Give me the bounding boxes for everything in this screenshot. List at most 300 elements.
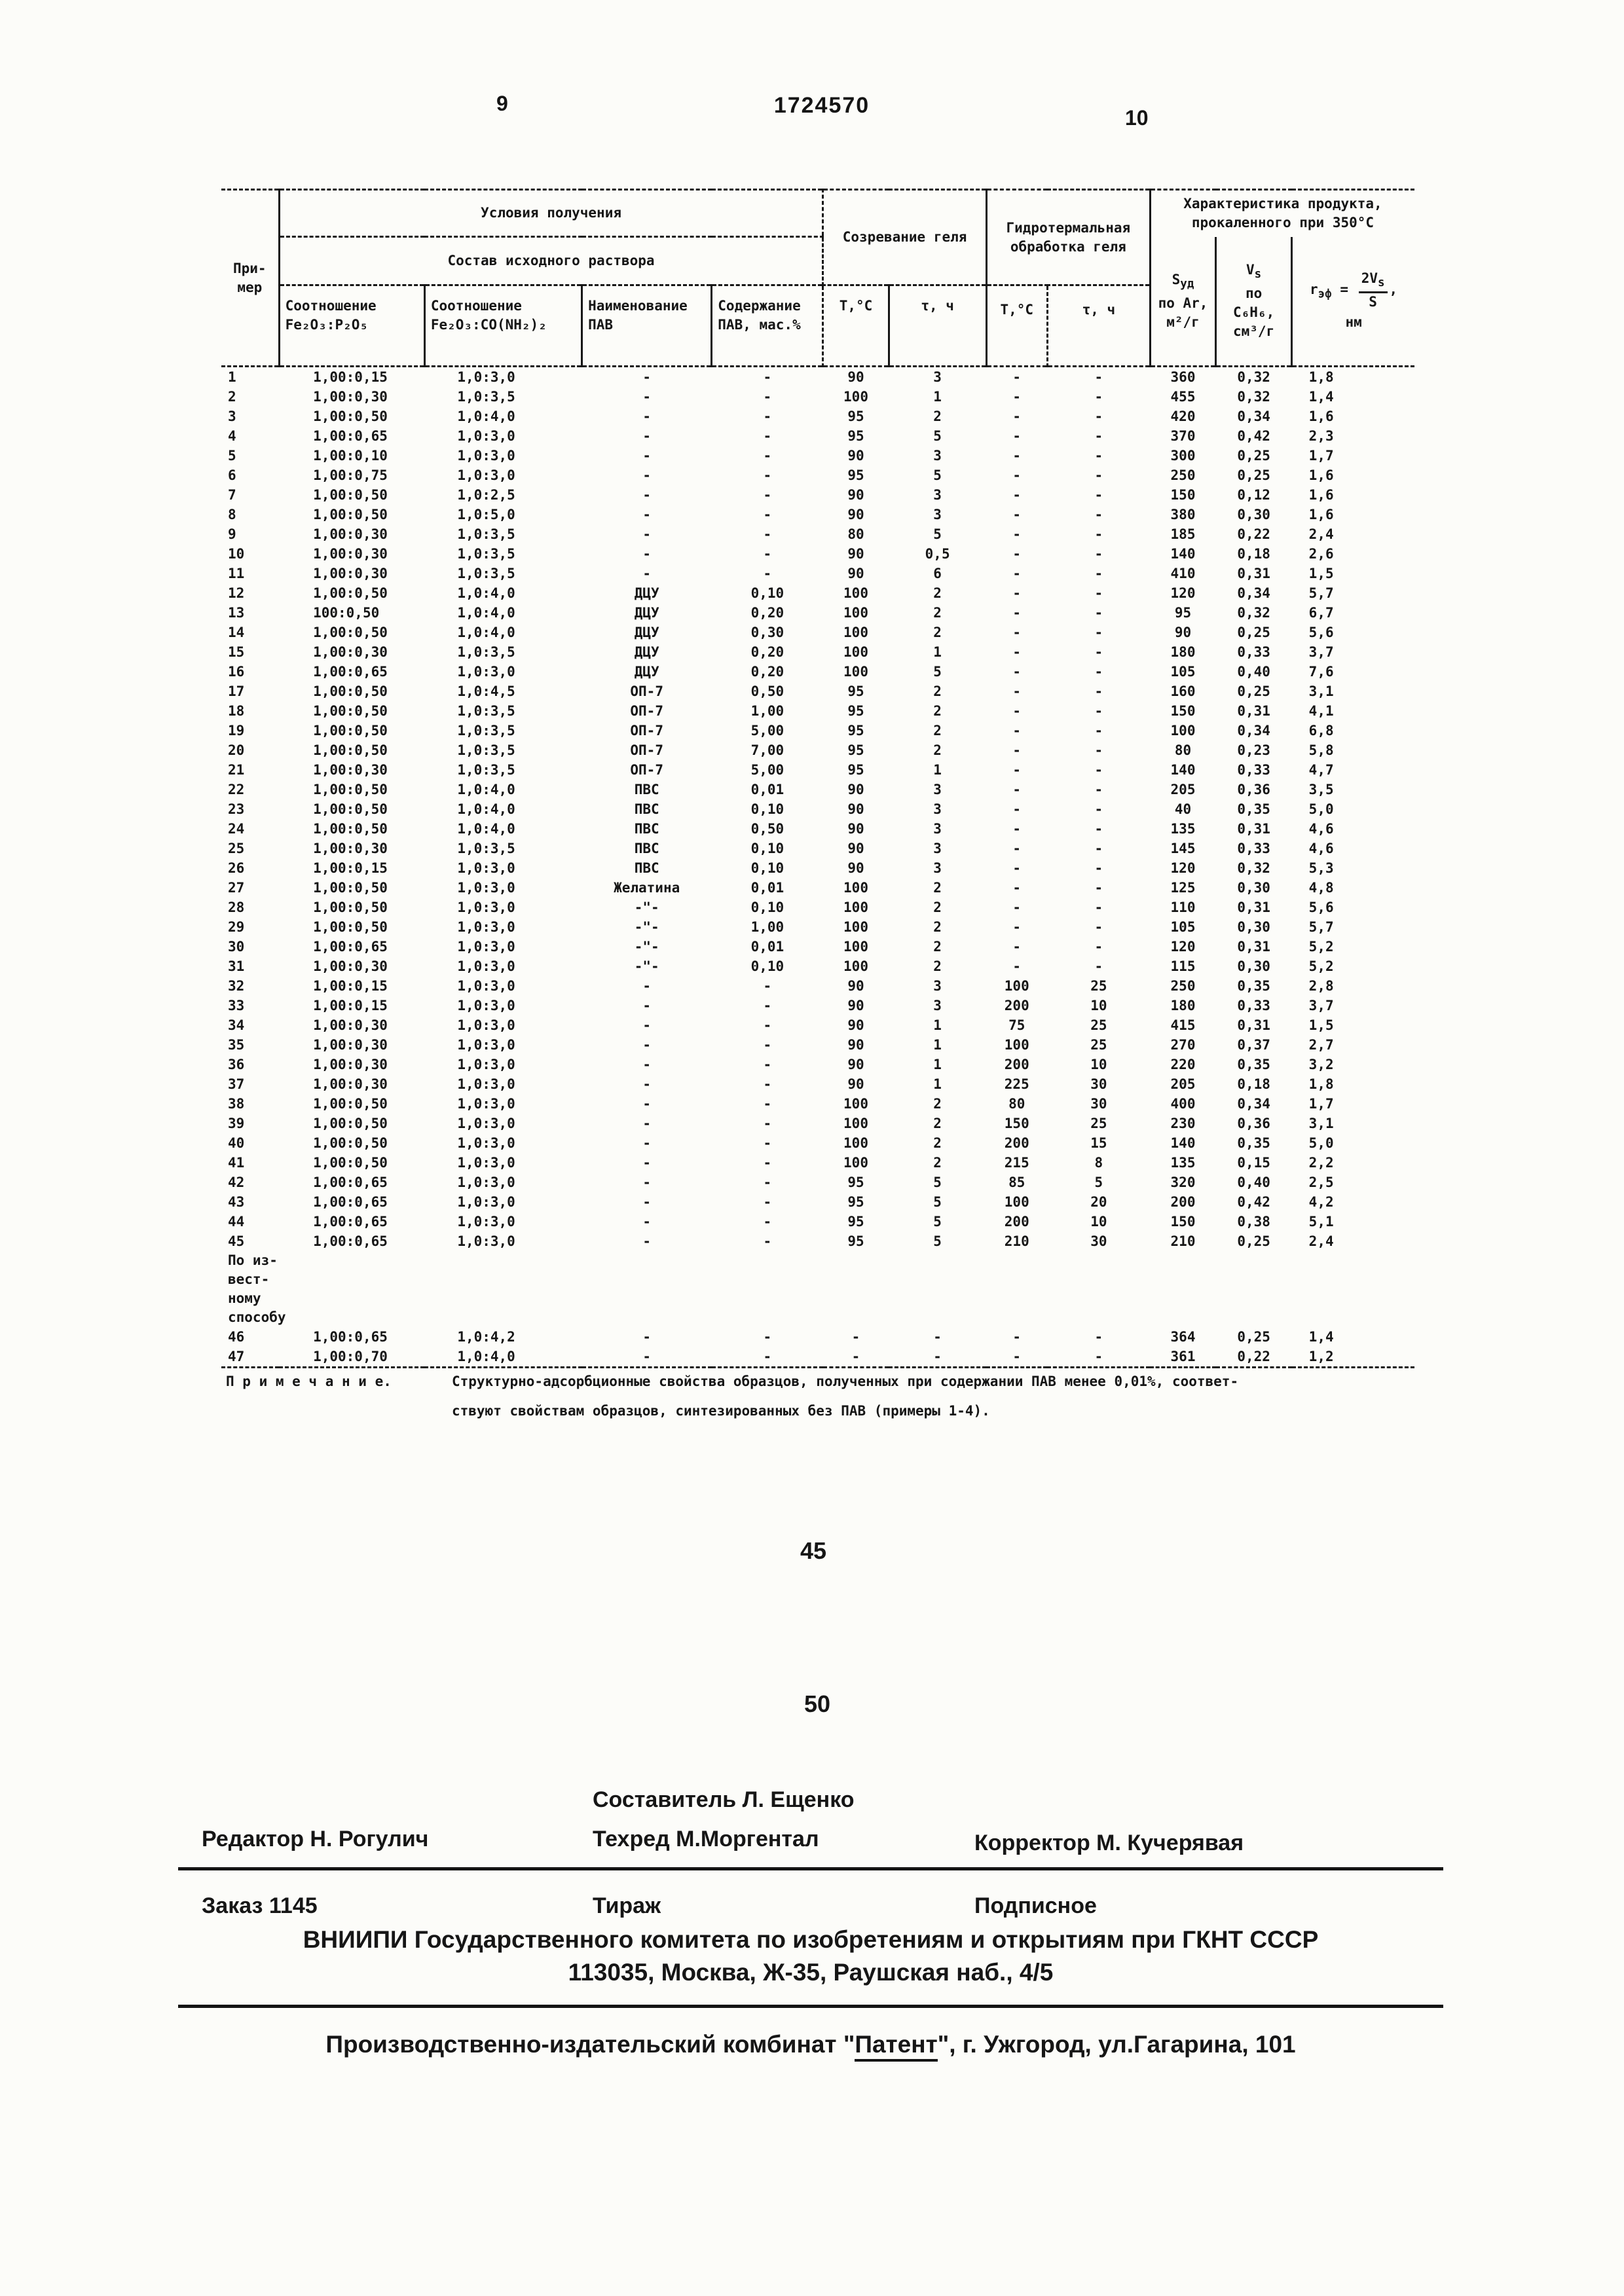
table-cell: - xyxy=(642,1017,651,1033)
table-cell: 1,00:0,30 xyxy=(313,388,388,405)
table-cell: - xyxy=(1012,486,1022,503)
table-cell: 90 xyxy=(847,820,864,837)
table-cell: - xyxy=(1012,820,1022,837)
table-cell: - xyxy=(642,1135,651,1151)
table-cell: 16 xyxy=(228,663,245,680)
table-cell: 90 xyxy=(847,840,864,856)
table-cell: 1,00:0,65 xyxy=(313,428,388,444)
table-cell: 1,00:0,65 xyxy=(313,1213,388,1230)
table-cell: 1,0:4,0 xyxy=(457,801,515,817)
table-cell: 27 xyxy=(228,879,245,896)
table-cell: 0,31 xyxy=(1237,938,1270,955)
table-cell: - xyxy=(1094,565,1103,581)
table-cell: 28 xyxy=(228,899,245,915)
table-cell xyxy=(424,1251,581,1327)
table-cell: 0,22 xyxy=(1237,1348,1270,1364)
table-cell: 100 xyxy=(843,919,868,935)
patent-number: 1724570 xyxy=(773,93,870,118)
table-cell: 120 xyxy=(1170,860,1196,876)
header-ratio-fe-co: Соотношение Fе₂O₃:CO(NH₂)₂ xyxy=(424,285,581,367)
table-cell: 1 xyxy=(933,1036,942,1053)
table-row xyxy=(221,957,1414,976)
table-cell: 1,00:0,15 xyxy=(313,369,388,385)
table-cell: 95 xyxy=(847,408,864,424)
table-cell: 1,0:3,0 xyxy=(457,938,515,955)
table-cell: 1,0:3,5 xyxy=(457,526,515,542)
table-row xyxy=(221,1133,1414,1153)
table-cell: 0,35 xyxy=(1237,801,1270,817)
table-cell: - xyxy=(1012,428,1022,444)
table-cell: 26 xyxy=(228,860,245,876)
table-cell: 90 xyxy=(847,1036,864,1053)
table-row xyxy=(221,858,1414,878)
table-cell: - xyxy=(642,486,651,503)
table-cell: 5,6 xyxy=(1308,899,1334,915)
table-cell: - xyxy=(1012,1348,1022,1364)
table-cell: - xyxy=(1012,388,1022,405)
page-number-left: 9 xyxy=(496,92,508,115)
table-cell: 100 xyxy=(1004,1194,1029,1210)
table-row xyxy=(221,603,1414,623)
table-cell: ДЦУ xyxy=(634,644,659,660)
table-cell: - xyxy=(1012,1328,1022,1345)
table-cell: - xyxy=(763,1174,772,1190)
table-cell: 100 xyxy=(843,1095,868,1112)
table-row xyxy=(221,642,1414,662)
table-cell: 380 xyxy=(1170,506,1196,522)
line-marker-45: 45 xyxy=(800,1537,827,1564)
table-row xyxy=(221,1055,1414,1074)
table-cell: 1,00:0,50 xyxy=(313,899,388,915)
table-cell: - xyxy=(1094,408,1103,424)
table-cell: 0,33 xyxy=(1237,840,1270,856)
table-cell: 33 xyxy=(228,997,245,1013)
table-cell: ОП-7 xyxy=(630,702,663,719)
table-row xyxy=(221,564,1414,583)
table-cell: 1,00:0,75 xyxy=(313,467,388,483)
table-cell: 0,25 xyxy=(1237,467,1270,483)
table-cell: 4,8 xyxy=(1308,879,1334,896)
table-cell: 0,25 xyxy=(1237,683,1270,699)
table-cell: - xyxy=(763,1036,772,1053)
table-cell: 47 xyxy=(228,1348,245,1364)
table-cell: 5 xyxy=(933,663,942,680)
table-cell xyxy=(1216,1251,1292,1327)
table-cell: 125 xyxy=(1170,879,1196,896)
table-cell: 1,0:3,5 xyxy=(457,388,515,405)
table-cell: - xyxy=(1012,761,1022,778)
table-row xyxy=(221,387,1414,407)
table-cell: 90 xyxy=(847,565,864,581)
table-cell: 42 xyxy=(228,1174,245,1190)
table-cell: - xyxy=(1012,938,1022,955)
table-cell: 90 xyxy=(847,860,864,876)
table-cell: ОП-7 xyxy=(630,722,663,738)
table-cell: 95 xyxy=(1174,604,1192,621)
table-cell: 160 xyxy=(1170,683,1196,699)
table-cell: - xyxy=(642,1213,651,1230)
table-cell: 5 xyxy=(933,1233,942,1249)
table-row xyxy=(221,740,1414,760)
table-cell: 150 xyxy=(1170,486,1196,503)
table-cell: 105 xyxy=(1170,919,1196,935)
table-cell: - xyxy=(1094,388,1103,405)
table-cell xyxy=(712,1251,823,1327)
table-cell: ПВС xyxy=(634,801,659,817)
table-cell: 5 xyxy=(933,1174,942,1190)
table-cell: 36 xyxy=(228,1056,245,1072)
table-cell: 40 xyxy=(1174,801,1192,817)
table-cell: 210 xyxy=(1004,1233,1029,1249)
table-row xyxy=(221,407,1414,426)
header-composition: Состав исходного раствора xyxy=(279,237,823,285)
table-cell: 415 xyxy=(1170,1017,1196,1033)
table-cell: 85 xyxy=(1008,1174,1025,1190)
table-cell: - xyxy=(1094,801,1103,817)
table-row xyxy=(221,1212,1414,1231)
table-cell: - xyxy=(1094,840,1103,856)
table-cell: 0,36 xyxy=(1237,1115,1270,1131)
table-cell: 30 xyxy=(1090,1233,1107,1249)
table-cell: 100 xyxy=(843,938,868,955)
table-cell: - xyxy=(763,526,772,542)
table-cell: 200 xyxy=(1004,1056,1029,1072)
r-symbol: r xyxy=(1309,282,1318,298)
table-cell: 1,00:0,30 xyxy=(313,545,388,562)
table-cell: 0,34 xyxy=(1237,1095,1270,1112)
table-cell: - xyxy=(642,1036,651,1053)
table-cell: 5,2 xyxy=(1308,938,1334,955)
table-cell: 145 xyxy=(1170,840,1196,856)
table-cell: 12 xyxy=(228,585,245,601)
table-cell: 5 xyxy=(933,467,942,483)
r-units: нм xyxy=(1345,314,1362,331)
table-cell: 0,35 xyxy=(1237,977,1270,994)
table-cell: - xyxy=(1012,585,1022,601)
table-cell: 95 xyxy=(847,1194,864,1210)
table-cell: 30 xyxy=(1090,1076,1107,1092)
table-cell: 455 xyxy=(1170,388,1196,405)
table-cell: - xyxy=(763,408,772,424)
table-cell: - xyxy=(763,565,772,581)
table-cell: 95 xyxy=(847,702,864,719)
table-cell: 1,0:4,0 xyxy=(457,624,515,640)
footer-vniipii: ВНИИПИ Государственного комитета по изобретениям и открытиям при ГКНТ СССР xyxy=(303,1926,1319,1953)
table-cell: 150 xyxy=(1004,1115,1029,1131)
table-cell: - xyxy=(1094,958,1103,974)
header-conditions: Условия получения xyxy=(279,190,823,237)
table-cell: - xyxy=(1012,565,1022,581)
table-cell: Желатина xyxy=(614,879,680,896)
table-cell: 140 xyxy=(1170,545,1196,562)
table-cell: - xyxy=(1094,742,1103,758)
table-cell: - xyxy=(763,1076,772,1092)
table-cell: 120 xyxy=(1170,585,1196,601)
table-cell: 140 xyxy=(1170,761,1196,778)
table-cell: 0,35 xyxy=(1237,1056,1270,1072)
table-cell: 1,0:5,0 xyxy=(457,506,515,522)
table-cell: 5 xyxy=(933,428,942,444)
table-cell: - xyxy=(1012,624,1022,640)
table-cell: 230 xyxy=(1170,1115,1196,1131)
table-row xyxy=(221,1074,1414,1094)
table-row xyxy=(221,878,1414,898)
table-cell: - xyxy=(763,1328,772,1345)
header-ripening-temp: Т,°С xyxy=(823,285,889,367)
table-cell: 1,6 xyxy=(1308,408,1334,424)
table-cell: 2 xyxy=(933,624,942,640)
table-cell: 0,01 xyxy=(750,781,784,797)
table-cell: 1,0:4,0 xyxy=(457,1348,515,1364)
table-cell: 300 xyxy=(1170,447,1196,464)
table-cell: 3 xyxy=(933,860,942,876)
table-cell: 0,15 xyxy=(1237,1154,1270,1171)
table-cell: 410 xyxy=(1170,565,1196,581)
table-cell: 46 xyxy=(228,1328,245,1345)
header-gel-ripening: Созревание геля xyxy=(823,190,986,285)
table-cell: 2,2 xyxy=(1308,1154,1334,1171)
table-cell: 2 xyxy=(933,1135,942,1151)
table-cell: 80 xyxy=(1174,742,1192,758)
table-cell: 1,00:0,30 xyxy=(313,1076,388,1092)
table-cell: 0,32 xyxy=(1237,604,1270,621)
line-marker-50: 50 xyxy=(804,1690,831,1717)
table-cell: 0,12 xyxy=(1237,486,1270,503)
table-cell: - xyxy=(763,1233,772,1249)
table-cell: 1,00:0,50 xyxy=(313,408,388,424)
table-cell: 0,25 xyxy=(1237,1328,1270,1345)
table-row xyxy=(221,1192,1414,1212)
table-cell: 0,30 xyxy=(1237,879,1270,896)
table-cell: 1,0:3,5 xyxy=(457,742,515,758)
table-cell: - xyxy=(763,1348,772,1364)
table-cell: 1,0:3,5 xyxy=(457,644,515,660)
table-cell: 3,7 xyxy=(1308,644,1334,660)
header-surfactant-name: Наименование ПАВ xyxy=(582,285,712,367)
table-cell: 9 xyxy=(228,526,236,542)
table-cell: 1,0:3,0 xyxy=(457,663,515,680)
table-cell: 3 xyxy=(933,447,942,464)
table-cell: 6,7 xyxy=(1308,604,1334,621)
table-row xyxy=(221,465,1414,485)
table-cell: 90 xyxy=(847,1017,864,1033)
table-cell: 0,36 xyxy=(1237,781,1270,797)
table-cell: 3,2 xyxy=(1308,1056,1334,1072)
table-cell: 95 xyxy=(847,428,864,444)
table-cell: 95 xyxy=(847,742,864,758)
table-cell: 0,01 xyxy=(750,879,784,896)
table-cell: 1,00:0,15 xyxy=(313,977,388,994)
table-cell: 1,00:0,50 xyxy=(313,683,388,699)
table-cell: 95 xyxy=(847,1174,864,1190)
table-cell: 5 xyxy=(228,447,236,464)
table-cell: 1 xyxy=(933,761,942,778)
footer-plant xyxy=(178,2031,1443,2058)
table-cell: - xyxy=(763,997,772,1013)
table-row xyxy=(221,1094,1414,1114)
table-cell: 1,00:0,65 xyxy=(313,1328,388,1345)
table-cell: 23 xyxy=(228,801,245,817)
table-cell: 180 xyxy=(1170,644,1196,660)
table-cell: 1,4 xyxy=(1308,388,1334,405)
table-cell: 0,20 xyxy=(750,663,784,680)
table-cell: 1,0:3,0 xyxy=(457,997,515,1013)
table-cell: 5,0 xyxy=(1308,801,1334,817)
table-cell: - xyxy=(763,1194,772,1210)
table-cell: 110 xyxy=(1170,899,1196,915)
table-row xyxy=(221,1035,1414,1055)
table-cell: 205 xyxy=(1170,1076,1196,1092)
table-cell: 2 xyxy=(933,722,942,738)
table-cell: 1,0:2,5 xyxy=(457,486,515,503)
header-pore-radius xyxy=(1292,237,1414,367)
table-cell: 90 xyxy=(1174,624,1192,640)
table-cell: 25 xyxy=(1090,1036,1107,1053)
table-cell: 1,0:3,0 xyxy=(457,1095,515,1112)
table-cell: - xyxy=(642,1056,651,1072)
table-cell: - xyxy=(1012,663,1022,680)
header-pore-volume xyxy=(1216,237,1292,367)
table-cell: 2 xyxy=(933,742,942,758)
fraction xyxy=(1359,270,1388,310)
table-cell: 200 xyxy=(1170,1194,1196,1210)
table-cell: 1,00:0,50 xyxy=(313,506,388,522)
table-cell: 0,30 xyxy=(750,624,784,640)
table-cell: 0,34 xyxy=(1237,408,1270,424)
table-cell: 270 xyxy=(1170,1036,1196,1053)
table-row xyxy=(221,976,1414,996)
table-cell: 0,40 xyxy=(1237,663,1270,680)
table-cell: 0,32 xyxy=(1237,860,1270,876)
table-cell: - xyxy=(1012,545,1022,562)
footer-editor: Редактор Н. Рогулич xyxy=(202,1827,429,1851)
table-cell: 1,0:3,0 xyxy=(457,1076,515,1092)
table-cell: 2 xyxy=(933,585,942,601)
equals-sign: = xyxy=(1340,282,1349,298)
table-cell: - xyxy=(763,1095,772,1112)
table-row xyxy=(221,446,1414,465)
table-cell: - xyxy=(1094,899,1103,915)
table-cell: 0,10 xyxy=(750,860,784,876)
header-hydrothermal: Гидротермальная обработка геля xyxy=(986,190,1150,285)
table-cell: - xyxy=(642,997,651,1013)
table-cell: 3,1 xyxy=(1308,1115,1334,1131)
table-row xyxy=(221,898,1414,917)
table-cell: 1,4 xyxy=(1308,1328,1334,1345)
table-cell: 1 xyxy=(933,1017,942,1033)
table-cell: 41 xyxy=(228,1154,245,1171)
table-cell: 3,5 xyxy=(1308,781,1334,797)
table-cell: 1,0:3,0 xyxy=(457,860,515,876)
table-cell: - xyxy=(1012,506,1022,522)
table-cell: 1,0:4,0 xyxy=(457,820,515,837)
table-row xyxy=(221,426,1414,446)
table-cell: 1,00:0,30 xyxy=(313,565,388,581)
table-cell: 90 xyxy=(847,506,864,522)
table-cell: 5,3 xyxy=(1308,860,1334,876)
table-cell: 1,0:3,0 xyxy=(457,1194,515,1210)
table-cell: 1,00:0,50 xyxy=(313,1095,388,1112)
table-cell: 1,0:4,0 xyxy=(457,585,515,601)
table-cell: 90 xyxy=(847,997,864,1013)
table-cell: 29 xyxy=(228,919,245,935)
table-cell: 1,0:3,5 xyxy=(457,545,515,562)
table-cell: - xyxy=(1094,644,1103,660)
table-cell: - xyxy=(642,388,651,405)
table-cell: 0,25 xyxy=(1237,1233,1270,1249)
table-cell: 1,00:0,50 xyxy=(313,781,388,797)
table-cell: - xyxy=(642,506,651,522)
table-cell: 1,00:0,50 xyxy=(313,820,388,837)
table-cell: 90 xyxy=(847,781,864,797)
table-cell: - xyxy=(1094,722,1103,738)
note-text: Структурно-адсорбционные свойства образцов, полученных при содержании ПАВ менее 0,01%, соответ- ствуют свойствам образцов, синтезированных без ПАВ (примеры 1-4). xyxy=(452,1374,1239,1419)
s-units: по Ar, м²/г xyxy=(1158,295,1208,330)
header-hydro-time: τ, ч xyxy=(1047,285,1150,367)
table-cell: 43 xyxy=(228,1194,245,1210)
table-cell: 1,00:0,65 xyxy=(313,938,388,955)
table-cell: 3 xyxy=(933,997,942,1013)
table-cell: 0,50 xyxy=(750,683,784,699)
table-cell: 4,1 xyxy=(1308,702,1334,719)
table-cell: 1,00:0,30 xyxy=(313,1036,388,1053)
table-cell: - xyxy=(933,1348,942,1364)
table-cell: - xyxy=(1094,919,1103,935)
table-cell: 1,5 xyxy=(1308,1017,1334,1033)
table-cell: 31 xyxy=(228,958,245,974)
table-cell: - xyxy=(1012,722,1022,738)
table-cell: - xyxy=(1012,840,1022,856)
s-symbol: S xyxy=(1172,271,1181,287)
table-cell: 2 xyxy=(933,938,942,955)
table-cell: 100 xyxy=(843,604,868,621)
table-cell: 1,00:0,65 xyxy=(313,1174,388,1190)
table-cell: - xyxy=(1094,428,1103,444)
table-cell: ДЦУ xyxy=(634,585,659,601)
table-cell: - xyxy=(1012,408,1022,424)
table-cell: 10 xyxy=(1090,1213,1107,1230)
table-cell: 120 xyxy=(1170,938,1196,955)
table-cell: ДЦУ xyxy=(634,663,659,680)
table-cell: - xyxy=(763,1115,772,1131)
table-cell: 1,0:3,0 xyxy=(457,1135,515,1151)
table-cell: 1,00:0,30 xyxy=(313,644,388,660)
table-cell: 7,00 xyxy=(750,742,784,758)
table-cell: 100 xyxy=(843,1115,868,1131)
table-cell: 2 xyxy=(933,1095,942,1112)
table-cell: 1,00:0,30 xyxy=(313,958,388,974)
table-cell: 400 xyxy=(1170,1095,1196,1112)
table-cell: - xyxy=(1094,1348,1103,1364)
table-cell: 5,7 xyxy=(1308,585,1334,601)
note xyxy=(226,1367,1424,1426)
table-cell: 370 xyxy=(1170,428,1196,444)
table-cell: 13 xyxy=(228,604,245,621)
table-cell: 1,00:0,70 xyxy=(313,1348,388,1364)
table-cell: - xyxy=(1094,369,1103,385)
table-cell: - xyxy=(763,1154,772,1171)
table-cell: 0,50 xyxy=(750,820,784,837)
table-cell: 1,2 xyxy=(1308,1348,1334,1364)
table-cell: 0,30 xyxy=(1237,958,1270,974)
table-cell: 2,4 xyxy=(1308,526,1334,542)
table-cell: - xyxy=(642,1194,651,1210)
table-cell xyxy=(986,1251,1047,1327)
table-cell: 3 xyxy=(933,506,942,522)
table-cell: 30 xyxy=(228,938,245,955)
table-cell: 2,5 xyxy=(1308,1174,1334,1190)
table-cell: 95 xyxy=(847,1213,864,1230)
